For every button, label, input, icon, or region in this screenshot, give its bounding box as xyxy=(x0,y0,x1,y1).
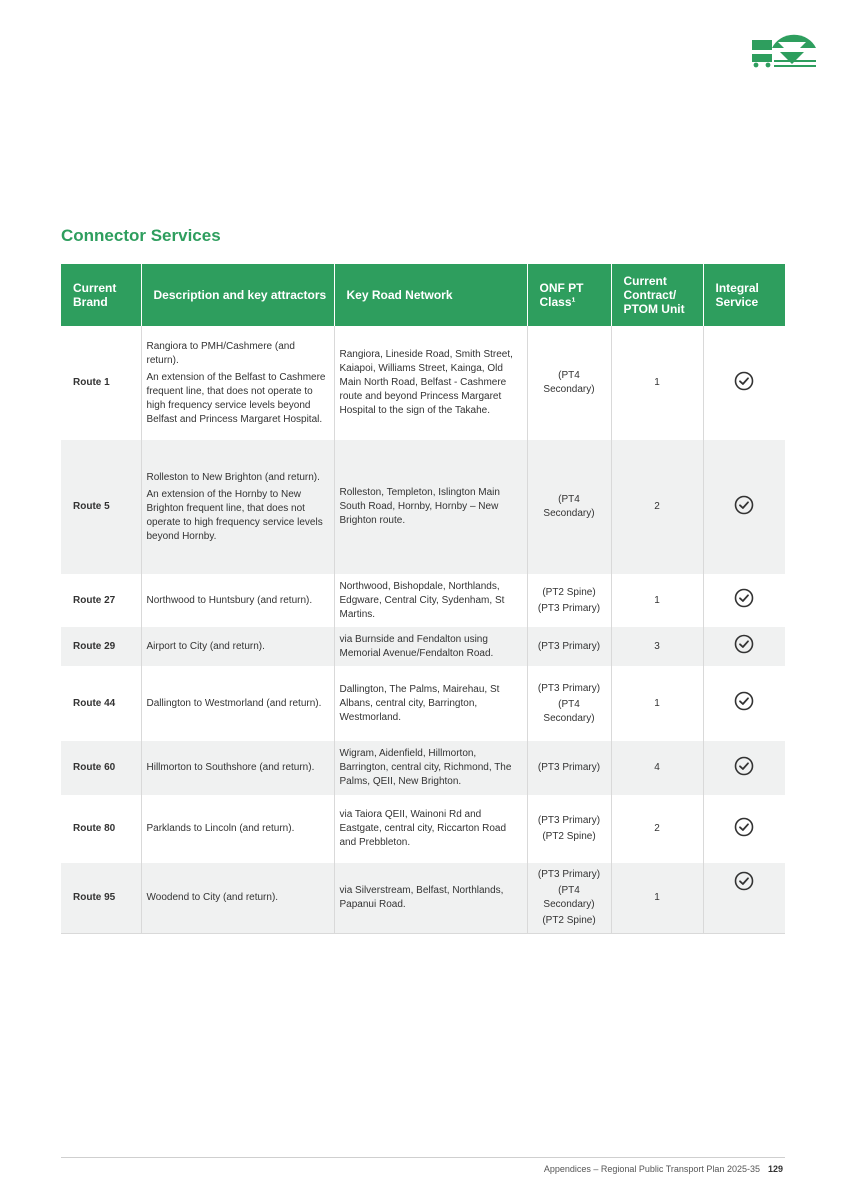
route-contract: 3 xyxy=(611,627,703,666)
description-line: Woodend to City (and return). xyxy=(146,891,279,903)
check-circle-icon xyxy=(734,817,754,837)
route-contract: 2 xyxy=(611,440,703,574)
footer-divider xyxy=(61,1157,785,1158)
connector-services-table xyxy=(61,264,785,934)
header-onf-class: ONF PT Class¹ xyxy=(527,264,611,326)
route-integral xyxy=(703,795,785,863)
route-onf-class xyxy=(527,795,611,863)
route-network: via Taiora QEII, Wainoni Rd and Eastgate, central city, Riccarton Road and Prebbleton. xyxy=(334,795,527,863)
route-network: Rolleston, Templeton, Islington Main South Road, Hornby, Hornby – New Brighton route. xyxy=(334,440,527,574)
description-line: Parklands to Lincoln (and return). xyxy=(146,823,295,834)
route-network: Wigram, Aidenfield, Hillmorton, Barrington, central city, Richmond, The Palms, QEII, New Brighton. xyxy=(334,741,527,795)
route-integral xyxy=(703,666,785,741)
route-brand: Route 1 xyxy=(61,326,141,440)
onf-class-value: (PT3 Primary) xyxy=(537,640,601,652)
route-onf-class xyxy=(527,863,611,933)
page-footer xyxy=(544,1164,783,1174)
onf-class-value: (PT4 Secondary) xyxy=(543,884,595,910)
onf-class-value: (PT4 Secondary) xyxy=(543,494,595,519)
check-circle-icon xyxy=(734,371,754,391)
route-contract: 1 xyxy=(611,666,703,741)
header-network: Key Road Network xyxy=(334,264,527,326)
route-onf-class xyxy=(527,574,611,627)
route-onf-class xyxy=(527,627,611,666)
onf-class-value: (PT2 Spine) xyxy=(542,831,596,842)
route-contract: 1 xyxy=(611,863,703,933)
route-brand: Route 80 xyxy=(61,795,141,863)
route-description xyxy=(141,326,334,440)
route-network: via Burnside and Fendalton using Memorial Avenue/Fendalton Road. xyxy=(334,627,527,666)
route-network: Dallington, The Palms, Mairehau, St Albans, central city, Barrington, Westmorland. xyxy=(334,666,527,741)
header-brand: Current Brand xyxy=(61,264,141,326)
description-line: Northwood to Huntsbury (and return). xyxy=(146,594,313,606)
route-brand: Route 27 xyxy=(61,574,141,627)
route-integral xyxy=(703,326,785,440)
table-row xyxy=(61,627,785,666)
table-row xyxy=(61,440,785,574)
description-line: An extension of the Belfast to Cashmere frequent line, that does not operate to high frequency service levels beyond Belfast and Princess Margaret Hospital. xyxy=(146,371,326,425)
check-circle-icon xyxy=(734,691,754,711)
route-description xyxy=(141,627,334,666)
description-line: Rolleston to New Brighton (and return). xyxy=(146,471,320,483)
footer-title: Appendices – Regional Public Transport Plan 2025-35 xyxy=(543,1164,760,1174)
onf-class-value: (PT4 Secondary) xyxy=(543,370,595,395)
check-circle-icon xyxy=(734,756,754,776)
route-description xyxy=(141,574,334,627)
description-line: Airport to City (and return). xyxy=(146,640,265,652)
table-row xyxy=(61,326,785,440)
header-description: Description and key attractors xyxy=(141,264,334,326)
route-onf-class xyxy=(527,440,611,574)
route-contract: 4 xyxy=(611,741,703,795)
route-integral xyxy=(703,440,785,574)
route-integral xyxy=(703,741,785,795)
route-brand: Route 95 xyxy=(61,863,141,933)
check-circle-icon xyxy=(734,588,754,608)
description-line: Hillmorton to Southshore (and return). xyxy=(146,762,315,773)
route-integral xyxy=(703,863,785,933)
route-onf-class xyxy=(527,666,611,741)
route-description xyxy=(141,741,334,795)
route-description xyxy=(141,863,334,933)
route-contract: 1 xyxy=(611,574,703,627)
onf-class-value: (PT3 Primary) xyxy=(537,762,601,773)
table-row xyxy=(61,741,785,795)
onf-class-value: (PT3 Primary) xyxy=(537,602,601,614)
table-row xyxy=(61,666,785,741)
route-description xyxy=(141,666,334,741)
route-integral xyxy=(703,574,785,627)
page-number: 129 xyxy=(767,1164,783,1174)
route-description xyxy=(141,440,334,574)
route-network: Rangiora, Lineside Road, Smith Street, Kaiapoi, Williams Street, Kainga, Old Main North Road, Belfast - Cashmere route and beyond Princess Margaret Hospital to the sign of the Takahe. xyxy=(334,326,527,440)
onf-class-value: (PT2 Spine) xyxy=(542,586,596,598)
description-line: Rangiora to PMH/Cashmere (and return). xyxy=(146,340,295,366)
check-circle-icon xyxy=(734,495,754,515)
check-circle-icon xyxy=(734,871,754,891)
route-brand: Route 44 xyxy=(61,666,141,741)
route-brand: Route 5 xyxy=(61,440,141,574)
onf-class-value: (PT3 Primary) xyxy=(537,682,601,694)
route-onf-class xyxy=(527,741,611,795)
onf-class-value: (PT2 Spine) xyxy=(542,914,596,926)
onf-class-value: (PT3 Primary) xyxy=(537,815,601,826)
description-line: An extension of the Hornby to New Brighton frequent line, that does not operate to high frequency service levels beyond Hornby. xyxy=(146,488,323,542)
route-onf-class xyxy=(527,326,611,440)
route-integral xyxy=(703,627,785,666)
header-contract: Current Contract/ PTOM Unit xyxy=(611,264,703,326)
onf-class-value: (PT4 Secondary) xyxy=(543,698,595,724)
header-integral: Integral Service xyxy=(703,264,785,326)
table-row xyxy=(61,863,785,933)
onf-class-value: (PT3 Primary) xyxy=(537,868,601,880)
table-header-row xyxy=(61,264,785,326)
route-brand: Route 60 xyxy=(61,741,141,795)
route-network: via Silverstream, Belfast, Northlands, Papanui Road. xyxy=(334,863,527,933)
route-network: Northwood, Bishopdale, Northlands, Edgware, Central City, Sydenham, St Martins. xyxy=(334,574,527,627)
section-title: Connector Services xyxy=(61,226,221,245)
table-row xyxy=(61,795,785,863)
route-contract: 2 xyxy=(611,795,703,863)
route-contract: 1 xyxy=(611,326,703,440)
transport-logo xyxy=(750,24,818,70)
table-row xyxy=(61,574,785,627)
route-brand: Route 29 xyxy=(61,627,141,666)
description-line: Dallington to Westmorland (and return). xyxy=(146,697,322,709)
route-description xyxy=(141,795,334,863)
check-circle-icon xyxy=(734,634,754,654)
